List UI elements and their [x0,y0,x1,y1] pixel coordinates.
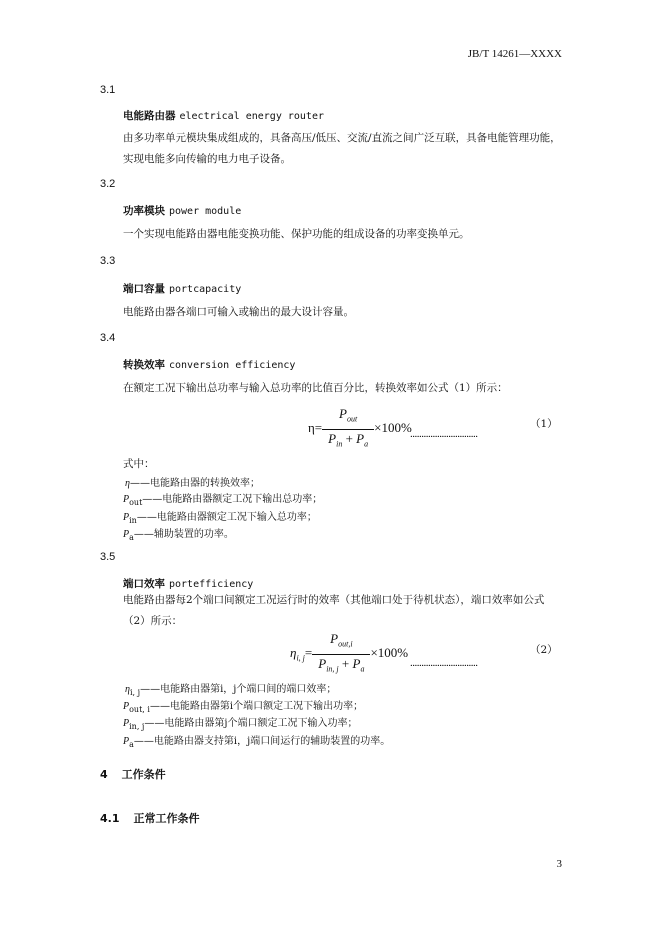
subscript: in [336,439,343,449]
numerator [322,405,374,430]
where-label: 式中： [123,458,155,470]
symbol: P [339,406,347,421]
plus-sign: + [338,655,353,671]
subscript: out, i [129,705,150,714]
term-definition-3-1: 由多功率单元模块集成组成的，具备高压/低压、交流/直流之间广泛互联，具备电能管理功能，实现电能多向传输的电力电子设备。 [123,132,561,165]
description: ——电能路由器第i，j个端口间的端口效率； [140,684,337,695]
section-heading-4-1 [100,810,200,826]
term-zh: 电能路由器 [123,110,176,122]
document-code: JB/T 14261—XXXX [467,48,562,60]
formula-times: ×100% [374,420,412,436]
plus-sign: + [342,430,357,446]
term-number-3-5: 3.5 [100,551,116,563]
term-title-3-5 [123,576,253,591]
section-number: 4.1 [100,812,120,825]
description: ——电能路由器额定工况下输入总功率； [136,512,317,523]
subscript: in, j [326,664,339,674]
subscript: in, j [129,722,145,731]
term-title-3-2 [123,203,241,218]
formula-2 [290,630,408,678]
equation-number-2: （2） [530,644,558,656]
symbol: P [356,430,365,446]
section-heading-4 [100,766,166,782]
variable-def [123,508,317,525]
subscript: a [129,533,134,542]
term-number-3-4: 3.4 [100,332,116,344]
term-zh: 端口容量 [123,283,165,295]
term-zh: 端口效率 [123,578,165,590]
subscript: a [364,439,369,449]
term-title-3-3 [123,281,241,296]
term-definition-3-3: 电能路由器各端口可输入或输出的最大设计容量。 [123,306,354,318]
symbol: P [330,631,339,646]
symbol: P [123,736,130,747]
symbol: η [125,684,130,695]
term-zh: 转换效率 [123,359,165,371]
term-en: electrical energy router [179,111,324,122]
symbol: P [318,655,327,671]
page-number: 3 [556,858,562,870]
variable-def [123,714,358,731]
variable-def [123,525,234,542]
symbol: P [123,718,130,729]
term-en: portcapacity [169,284,242,295]
term-definition-3-5: 电能路由器每2个端口间额定工况运行时的效率（其他端口处于待机状态），端口效率如公式（2）所示： [123,594,545,627]
description: ——电能路由器额定工况下输出总功率； [142,494,323,505]
subscript: i, j [129,688,141,697]
denominator [312,655,370,679]
symbol: η [125,478,130,489]
term-en: portefficiency [169,579,254,590]
numerator [312,630,370,655]
description: ——电能路由器支持第i，j端口间运行的辅助装置的功率。 [133,736,391,747]
term-en: conversion efficiency [169,360,296,371]
description: ——电能路由器第j个端口额定工况下输入功率； [144,718,358,729]
description: ——辅助装置的功率。 [133,529,234,540]
variable-def [125,680,336,697]
symbol: P [352,655,361,671]
term-number-3-1: 3.1 [100,84,116,96]
symbol: η [290,645,297,661]
subscript: i, j [296,653,305,663]
term-title-3-4 [123,357,295,372]
leader-dots-1: .............................. [410,428,478,440]
subscript: in [129,516,137,525]
variable-def [123,732,390,749]
variable-def [125,474,260,491]
equation-number-1: （1） [530,418,558,430]
symbol: P [123,512,130,523]
symbol: P [123,529,130,540]
term-number-3-2: 3.2 [100,178,116,190]
formula-lhs: η= [308,420,323,436]
leader-dots-2: .............................. [410,657,478,669]
term-title-3-1 [123,108,324,123]
term-definition-3-2: 一个实现电能路由器电能变换功能、保护功能的组成设备的功率变换单元。 [123,228,470,240]
term-en: power module [169,206,242,217]
symbol: P [328,430,337,446]
equals-sign: = [304,645,313,661]
section-number: 4 [100,768,108,781]
section-title: 工作条件 [121,768,166,781]
subscript: out [346,414,358,424]
symbol: P [123,494,130,505]
description: ——电能路由器第i个端口额定工况下输出功率； [149,701,364,712]
fraction [312,630,370,678]
symbol: P [123,701,130,712]
variable-def [123,697,363,714]
fraction [322,405,374,453]
description: ——电能路由器的转换效率； [129,478,260,489]
term-zh: 功率模块 [123,205,165,217]
subscript: a [360,664,365,674]
subscript: out [129,498,143,507]
term-definition-3-4: 在额定工况下输出总功率与输入总功率的比值百分比，转换效率如公式（1）所示： [123,382,508,394]
variable-def [123,490,322,507]
subscript: a [129,740,134,749]
denominator [322,430,374,454]
subscript: out,i [338,639,353,649]
term-number-3-3: 3.3 [100,255,116,267]
formula-1 [308,405,412,453]
formula-times: ×100% [370,645,409,661]
section-title: 正常工作条件 [133,812,200,825]
